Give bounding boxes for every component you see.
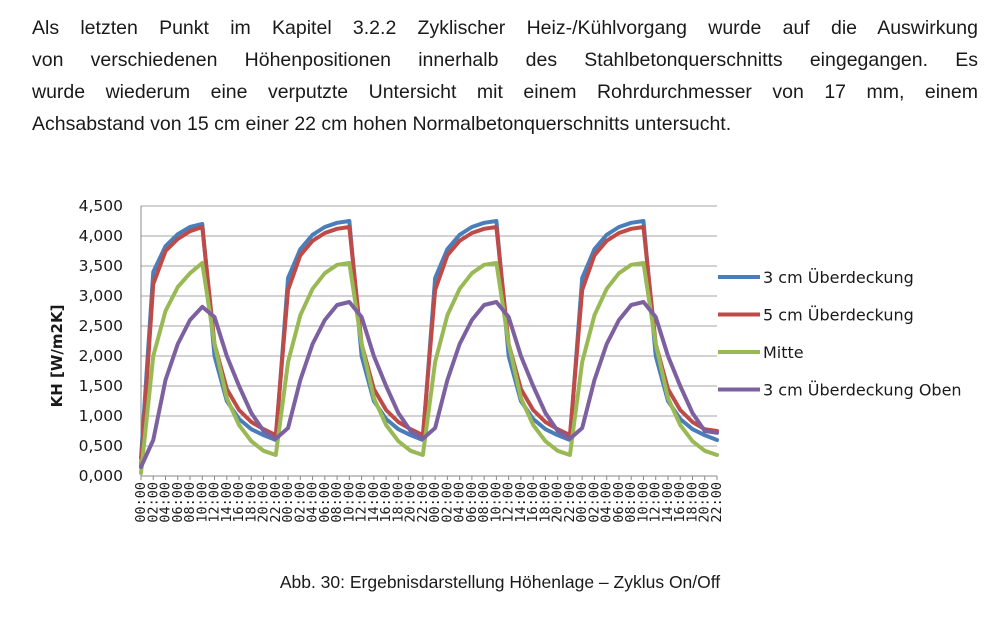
y-tick-label: 0,000 <box>78 467 123 485</box>
x-tick-label: 00:00 <box>280 482 297 523</box>
x-tick-label: 18:00 <box>684 482 701 523</box>
y-tick-label: 3,500 <box>78 257 123 275</box>
x-tick-label: 12:00 <box>500 482 517 523</box>
x-tick-label: 00:00 <box>133 482 149 523</box>
x-tick-label: 02:00 <box>292 482 309 523</box>
y-tick-label: 4,500 <box>78 197 123 215</box>
legend-label: Mitte <box>763 343 804 362</box>
x-tick-label: 16:00 <box>672 482 689 523</box>
x-tick-label: 12:00 <box>647 482 664 523</box>
y-tick-label: 2,000 <box>78 347 123 365</box>
legend-label: 3 cm Überdeckung <box>763 268 914 287</box>
x-tick-label: 18:00 <box>537 482 554 523</box>
intro-paragraph <box>32 12 978 140</box>
x-tick-label: 20:00 <box>255 482 272 523</box>
x-tick-label: 22:00 <box>561 482 578 523</box>
x-tick-label: 10:00 <box>488 482 505 523</box>
y-tick-label: 1,500 <box>78 377 123 395</box>
x-tick-label: 20:00 <box>549 482 566 523</box>
chart-series <box>141 221 717 473</box>
x-tick-label: 06:00 <box>316 482 333 523</box>
x-tick-label: 02:00 <box>145 482 162 523</box>
x-tick-label: 06:00 <box>610 482 627 523</box>
paragraph-line: von verschiedenen Höhenpositionen innerhalb des Stahlbetonquerschnitts eingegangen. Es <box>32 49 978 71</box>
y-tick-label: 0,500 <box>78 437 123 455</box>
x-tick-label: 14:00 <box>365 482 382 523</box>
x-tick-label: 20:00 <box>402 482 419 523</box>
x-tick-label: 10:00 <box>194 482 211 523</box>
y-tick-label: 2,500 <box>78 317 123 335</box>
x-tick-label: 14:00 <box>218 482 235 523</box>
x-tick-label: 12:00 <box>353 482 370 523</box>
x-tick-label: 08:00 <box>476 482 493 523</box>
x-tick-label: 16:00 <box>525 482 542 523</box>
legend-label: 3 cm Überdeckung Oben <box>763 380 962 400</box>
x-tick-label: 06:00 <box>169 482 186 523</box>
legend-label: 5 cm Überdeckung <box>763 305 914 325</box>
x-tick-label: 10:00 <box>635 482 652 523</box>
x-tick-label: 16:00 <box>378 482 395 523</box>
x-tick-label: 00:00 <box>427 482 444 523</box>
paragraph-line: Achsabstand von 15 cm einer 22 cm hohen Normalbetonquerschnitts untersucht. <box>32 113 732 135</box>
x-tick-label: 18:00 <box>243 482 260 523</box>
y-tick-label: 4,000 <box>78 227 123 245</box>
x-tick-label: 06:00 <box>463 482 480 523</box>
x-tick-label: 08:00 <box>182 482 199 523</box>
x-tick-label: 16:00 <box>231 482 248 523</box>
x-tick-label: 10:00 <box>341 482 358 523</box>
x-tick-label: 20:00 <box>696 482 713 523</box>
x-tick-label: 08:00 <box>623 482 640 523</box>
x-tick-label: 12:00 <box>206 482 223 523</box>
y-tick-label: 3,000 <box>78 287 123 305</box>
x-tick-label: 14:00 <box>659 482 676 523</box>
x-tick-label: 02:00 <box>439 482 456 523</box>
paragraph-line: Als letzten Punkt im Kapitel 3.2.2 Zyklischer Heiz-/Kühlvorgang wurde auf die Auswirkung <box>32 17 978 39</box>
y-tick-label: 1,000 <box>78 407 123 425</box>
figure-caption: Abb. 30: Ergebnisdarstellung Höhenlage – Zyklus On/Off <box>279 572 721 592</box>
x-tick-label: 00:00 <box>574 482 591 523</box>
x-tick-label: 08:00 <box>329 482 346 523</box>
chart-legend <box>718 268 962 400</box>
x-tick-label: 04:00 <box>598 482 615 523</box>
x-axis-ticks <box>133 482 725 523</box>
x-tick-label: 18:00 <box>390 482 407 523</box>
line-chart <box>0 185 1000 560</box>
x-tick-label: 22:00 <box>267 482 284 523</box>
x-tick-label: 22:00 <box>414 482 431 523</box>
paragraph-line: wurde wiederum eine verputzte Untersicht mit einem Rohrdurchmesser von 17 mm, einem <box>32 81 978 103</box>
y-axis-label: KH [W/m2K] <box>48 304 66 408</box>
x-tick-label: 04:00 <box>451 482 468 523</box>
x-tick-label: 02:00 <box>586 482 603 523</box>
x-tick-label: 14:00 <box>512 482 529 523</box>
x-tick-label: 22:00 <box>709 482 725 523</box>
x-tick-label: 04:00 <box>157 482 174 523</box>
x-tick-label: 04:00 <box>304 482 321 523</box>
y-axis-ticks <box>79 197 123 485</box>
